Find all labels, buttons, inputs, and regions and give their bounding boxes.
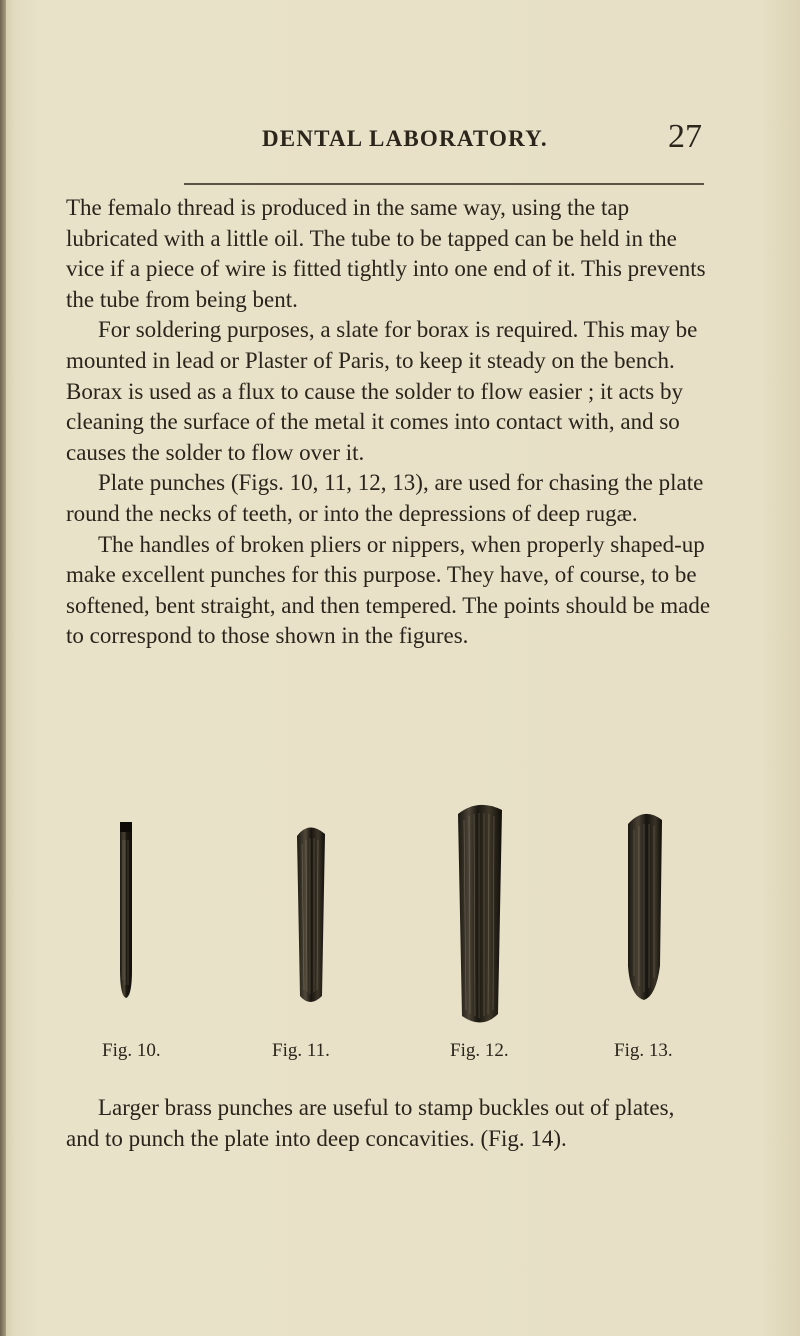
- page-number: 27: [668, 118, 702, 155]
- fig-11-caption: Fig. 11.: [272, 1040, 330, 1061]
- paragraph-handles: The handles of broken pliers or nippers, when properly shaped-up make excellent punches for this purpose. They have, of course, to be softened, bent straight, and then tempered. The points should be made to correspond to those shown in the figures.: [66, 531, 711, 649]
- paragraph-female-thread: The femalo thread is produced in the same way, using the tap lubricated with a little oil. The tube to be tapped can be held in the vice if a piece of wire is fitted tightly into one end of it. This prevents the tube from being bent.: [66, 195, 706, 312]
- closing-text: [66, 1093, 711, 1154]
- fig-12-punch-illustration: [452, 800, 508, 1032]
- paragraph-plate-punches: Plate punches (Figs. 10, 11, 12, 13), are used for chasing the plate round the necks of teeth, or into the depressions of deep rugæ.: [66, 470, 704, 526]
- paragraph-brass-punches: Larger brass punches are useful to stamp buckles out of plates, and to punch the plate into deep concavities. (Fig. 14).: [66, 1095, 675, 1151]
- fig-10-punch-illustration: [108, 820, 148, 1000]
- page-header: [0, 118, 800, 158]
- fig-13-punch-illustration: [622, 806, 668, 1006]
- running-title: DENTAL LABORATORY.: [262, 126, 548, 151]
- paragraph-soldering: For soldering purposes, a slate for borax is required. This may be mounted in lead or Plaster of Paris, to keep it steady on the bench. Borax is used as a flux to cause the solder to flow easier ; it acts by cleaning the surface of the metal it comes into contact with, and so causes the solder to flow over it.: [66, 317, 698, 465]
- fig-10-caption: Fig. 10.: [102, 1040, 161, 1061]
- fig-13-caption: Fig. 13.: [614, 1040, 673, 1061]
- fig-12-caption: Fig. 12.: [450, 1040, 509, 1061]
- page-binding-edge: [0, 0, 6, 1336]
- body-text: [66, 193, 711, 652]
- header-rule: [184, 183, 704, 185]
- figures-row: [0, 800, 800, 1070]
- fig-11-punch-illustration: [288, 820, 334, 1010]
